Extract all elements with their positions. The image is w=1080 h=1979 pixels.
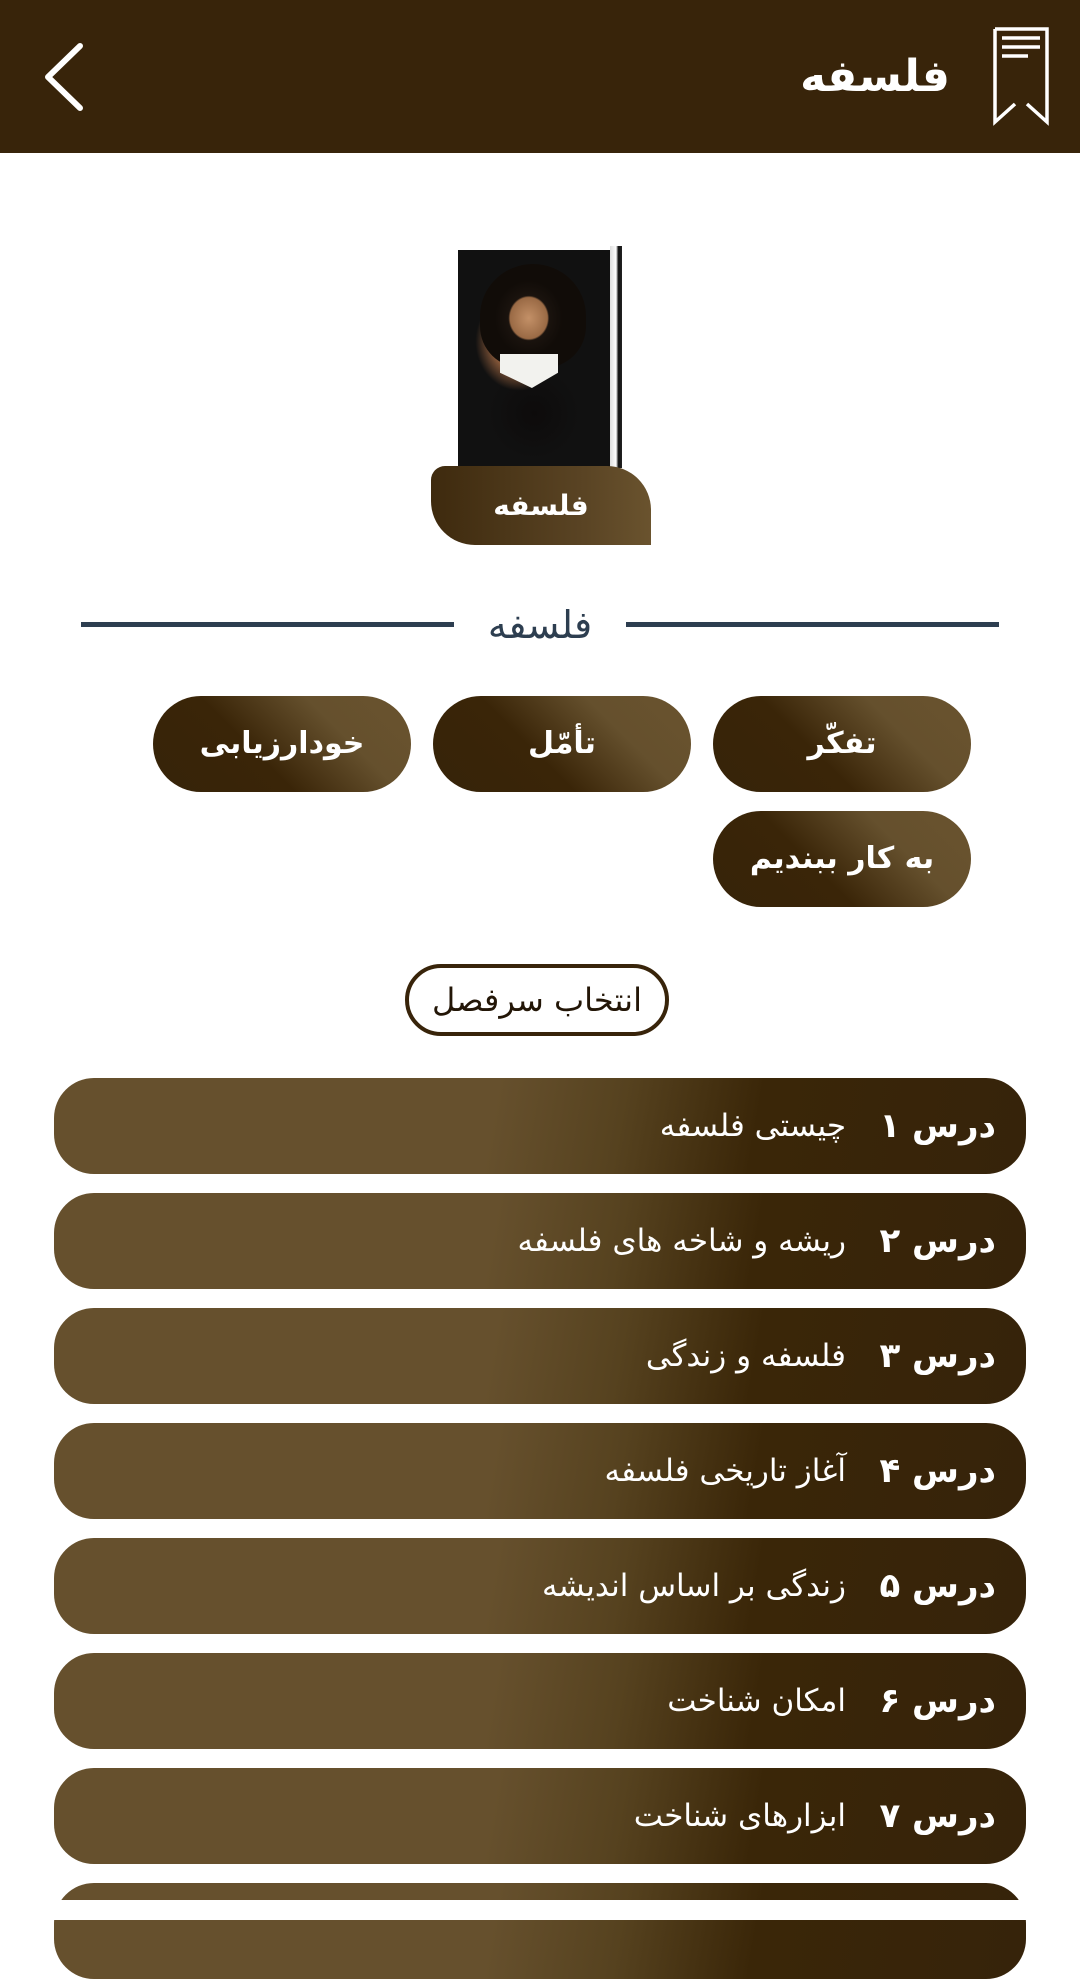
lesson-title: فلسفه و زندگی	[645, 1338, 846, 1374]
lesson-number: درس ۶	[879, 1681, 996, 1721]
lesson-row[interactable]	[54, 1883, 1026, 1979]
divider-line-left	[81, 622, 454, 627]
lesson-number: درس ۱	[879, 1106, 996, 1146]
portrait-collar	[500, 354, 558, 388]
lesson-row[interactable]	[54, 1193, 1026, 1289]
lesson-number: درس ۵	[879, 1566, 996, 1606]
chip-self-assessment[interactable]: خودارزیابی	[153, 696, 411, 792]
portrait-head	[480, 264, 586, 368]
select-chapter-button[interactable]: انتخاب سرفصل	[405, 964, 669, 1036]
lesson-number: درس ۳	[879, 1336, 996, 1376]
lesson-row[interactable]	[54, 1423, 1026, 1519]
chip-apply[interactable]: به کار ببندیم	[713, 811, 971, 907]
lesson-row[interactable]	[54, 1308, 1026, 1404]
lesson-title: ریشه و شاخه های فلسفه	[517, 1223, 846, 1259]
chip-tafakkor[interactable]: تفکّر	[713, 696, 971, 792]
lesson-title: زندگی بر اساس اندیشه	[541, 1568, 846, 1604]
app-header	[0, 0, 1080, 153]
cover-portrait-image	[458, 250, 610, 468]
lesson-title: ابزارهای شناخت	[633, 1798, 846, 1834]
book-cover	[458, 246, 622, 468]
lesson-title: امکان شناخت	[667, 1683, 846, 1719]
lesson-number: درس ۲	[879, 1221, 996, 1261]
divider-line-right	[626, 622, 999, 627]
bookmark-list-icon	[992, 26, 1050, 126]
cover-spine	[610, 246, 622, 468]
lesson-number: درس ۴	[879, 1451, 996, 1491]
bookmarks-button[interactable]	[992, 26, 1050, 126]
chevron-left-icon	[40, 40, 90, 114]
list-clip-edge	[0, 1900, 1080, 1920]
lesson-title: چیستی فلسفه	[659, 1108, 846, 1144]
lesson-number: درس ۷	[879, 1796, 996, 1836]
chip-taammol[interactable]: تأمّل	[433, 696, 691, 792]
page-title: فلسفه	[800, 51, 950, 102]
section-title: فلسفه	[487, 603, 593, 647]
lesson-title: آغاز تاریخی فلسفه	[604, 1453, 846, 1489]
book-label: فلسفه	[431, 466, 651, 545]
lesson-row[interactable]	[54, 1768, 1026, 1864]
lesson-row[interactable]	[54, 1078, 1026, 1174]
section-heading	[81, 600, 999, 650]
back-button[interactable]	[40, 40, 90, 114]
lesson-row[interactable]	[54, 1653, 1026, 1749]
lesson-row[interactable]	[54, 1538, 1026, 1634]
